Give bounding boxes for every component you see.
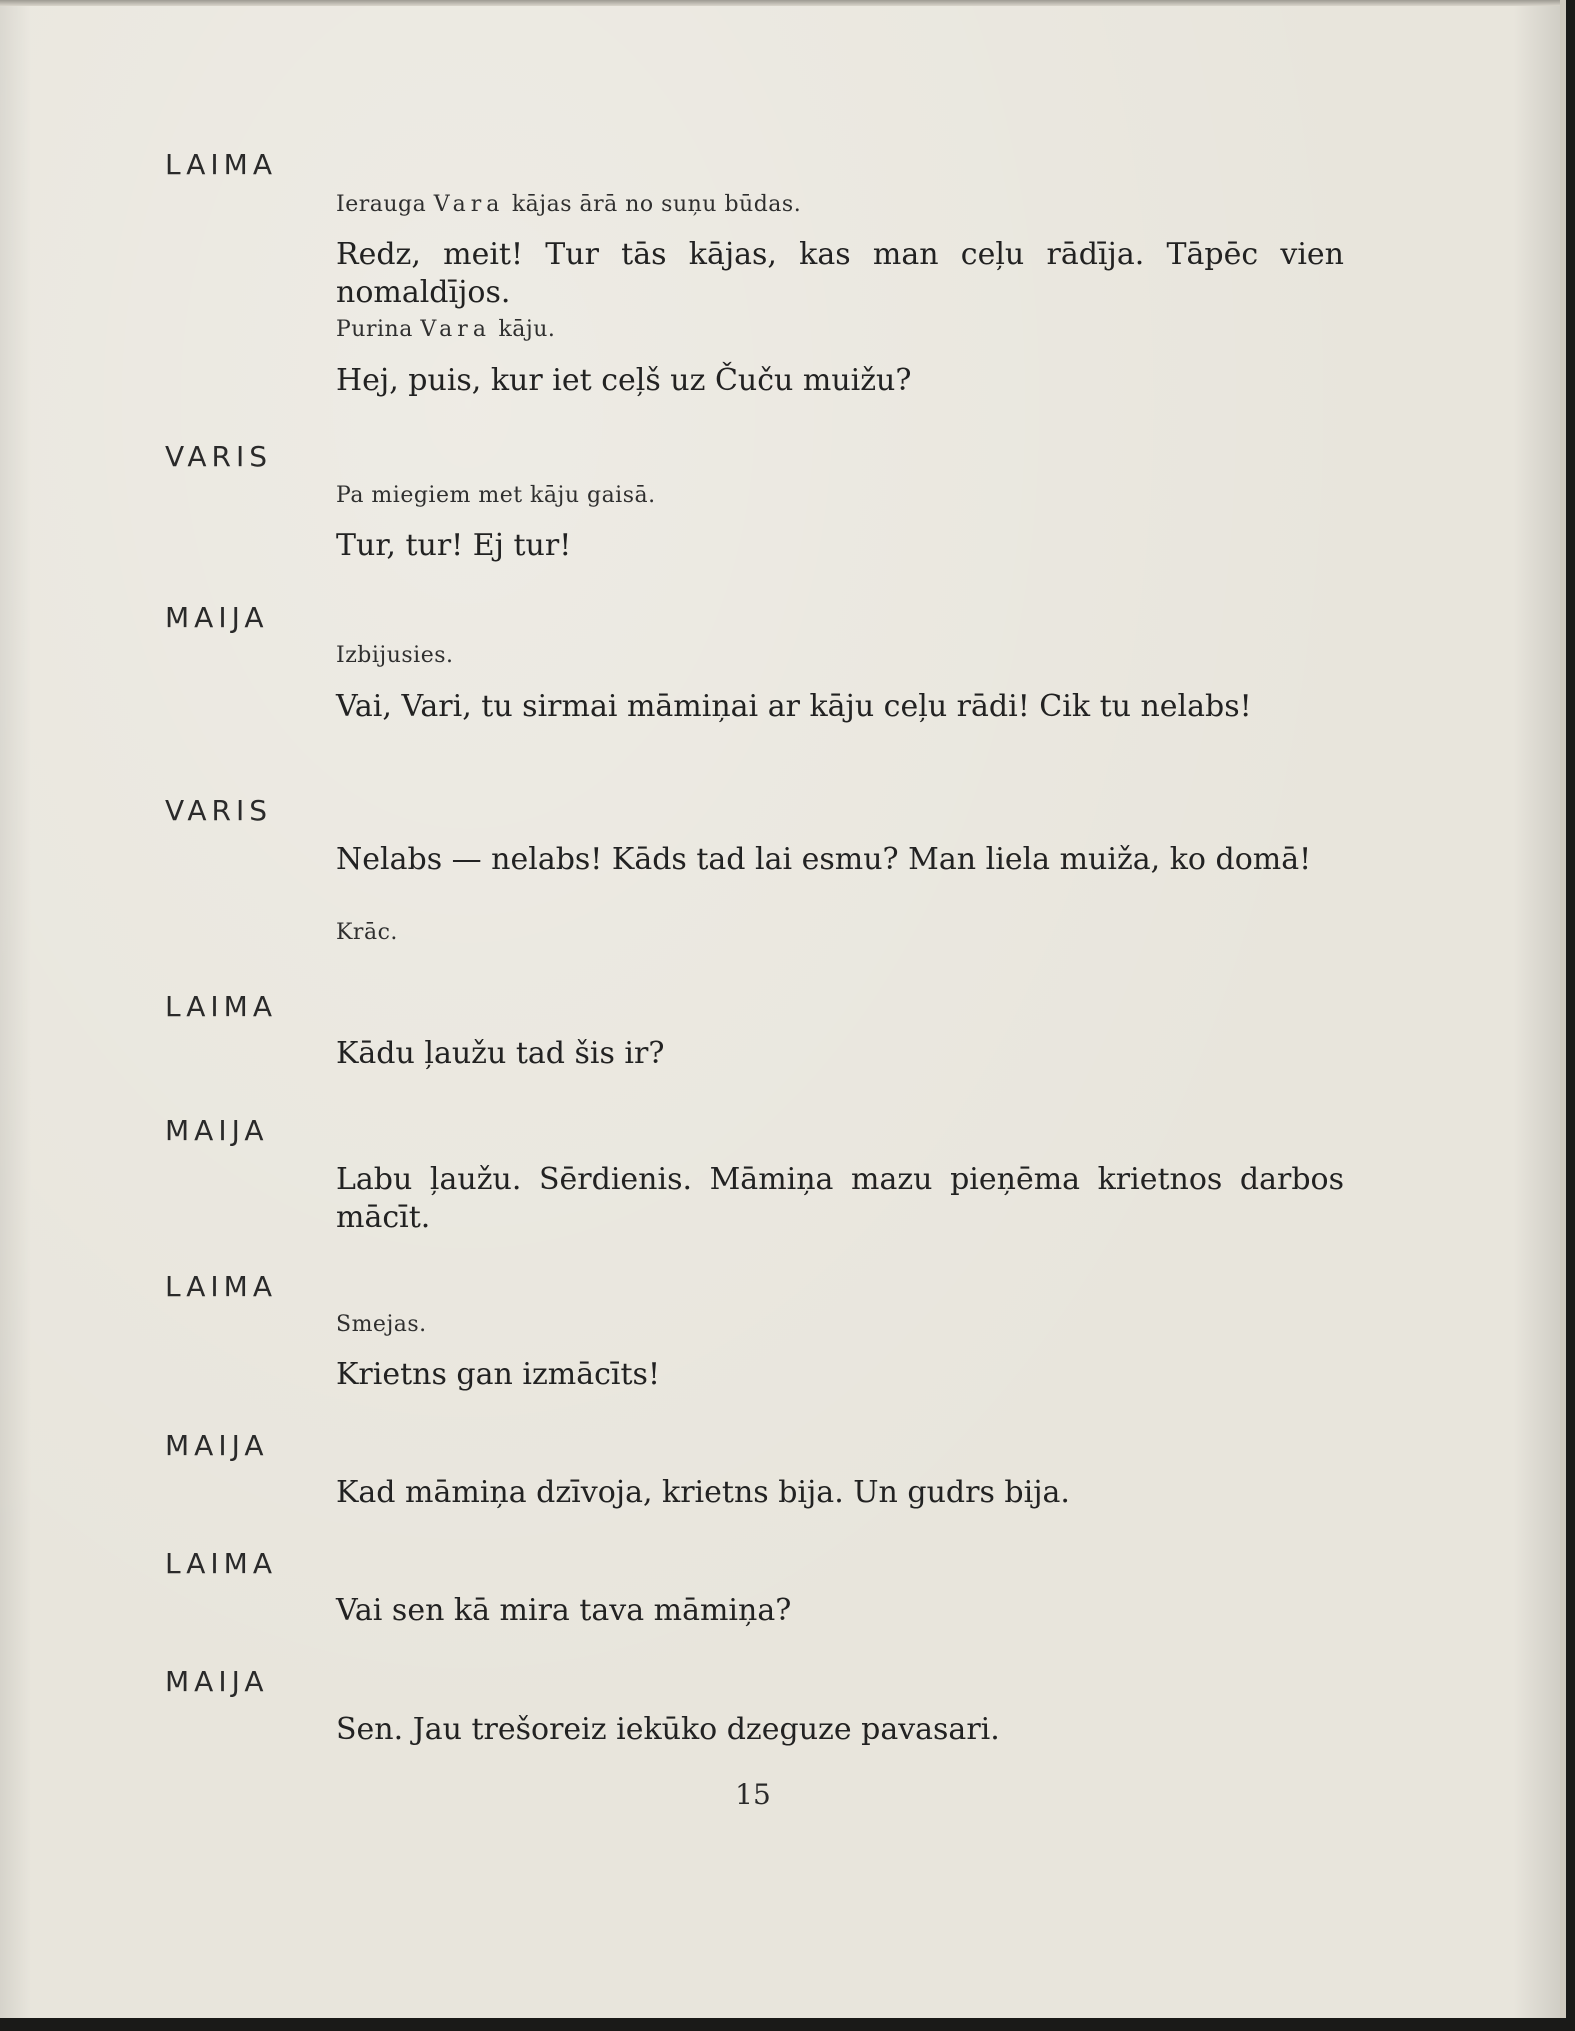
stage-direction-text: kājas ārā no suņu būdas. bbox=[511, 192, 802, 217]
speech-line: Tur, tur! Ej tur! bbox=[336, 528, 572, 563]
speaker-name: VARIS bbox=[165, 440, 273, 473]
speaker-name: VARIS bbox=[165, 794, 273, 827]
stage-direction: Krāc. bbox=[336, 920, 398, 945]
stage-direction: Izbijusies. bbox=[336, 643, 454, 668]
stage-direction bbox=[336, 191, 801, 219]
page-top-edge bbox=[0, 0, 1560, 6]
speech-line: Vai sen kā mira tava māmiņa? bbox=[336, 1593, 792, 1628]
speaker-name: MAIJA bbox=[165, 601, 269, 634]
speech-line: Hej, puis, kur iet ceļš uz Čuču muižu? bbox=[336, 363, 912, 398]
stage-direction-character: Vara bbox=[433, 192, 505, 217]
stage-direction: Pa miegiem met kāju gaisā. bbox=[336, 483, 656, 508]
stage-direction-text: Ierauga bbox=[336, 192, 427, 217]
speech-line: Kad māmiņa dzīvoja, krietns bija. Un gudrs bija. bbox=[336, 1475, 1070, 1510]
stage-direction-text: Purina bbox=[336, 317, 413, 342]
speaker-name: MAIJA bbox=[165, 1665, 269, 1698]
stage-direction-text: kāju. bbox=[498, 317, 556, 342]
speech-line: Redz, meit! Tur tās kājas, kas man ceļu rādīja. Tāpēc vien nomaldījos. bbox=[336, 237, 1344, 310]
speaker-name: MAIJA bbox=[165, 1429, 269, 1462]
speaker-name: LAIMA bbox=[165, 1547, 277, 1580]
speech-line: Labu ļaužu. Sērdienis. Māmiņa mazu pieņēma krietnos darbos mācīt. bbox=[336, 1162, 1344, 1235]
speech-line: Sen. Jau trešoreiz iekūko dzeguze pavasari. bbox=[336, 1712, 1000, 1747]
speech-line: Nelabs — nelabs! Kāds tad lai esmu? Man liela muiža, ko domā! bbox=[336, 842, 1312, 877]
page-number: 15 bbox=[735, 1778, 771, 1811]
speech-line: Kādu ļaužu tad šis ir? bbox=[336, 1036, 665, 1071]
stage-direction: Smejas. bbox=[336, 1312, 427, 1337]
speech-line: Vai, Vari, tu sirmai māmiņai ar kāju ceļu rādi! Cik tu nelabs! bbox=[336, 689, 1252, 724]
speech-line: Krietns gan izmācīts! bbox=[336, 1357, 660, 1392]
speaker-name: LAIMA bbox=[165, 148, 277, 181]
stage-direction-character: Vara bbox=[420, 317, 491, 342]
speaker-name: LAIMA bbox=[165, 1270, 277, 1303]
speaker-name: MAIJA bbox=[165, 1114, 269, 1147]
speaker-name: LAIMA bbox=[165, 990, 277, 1023]
stage-direction bbox=[336, 316, 555, 344]
